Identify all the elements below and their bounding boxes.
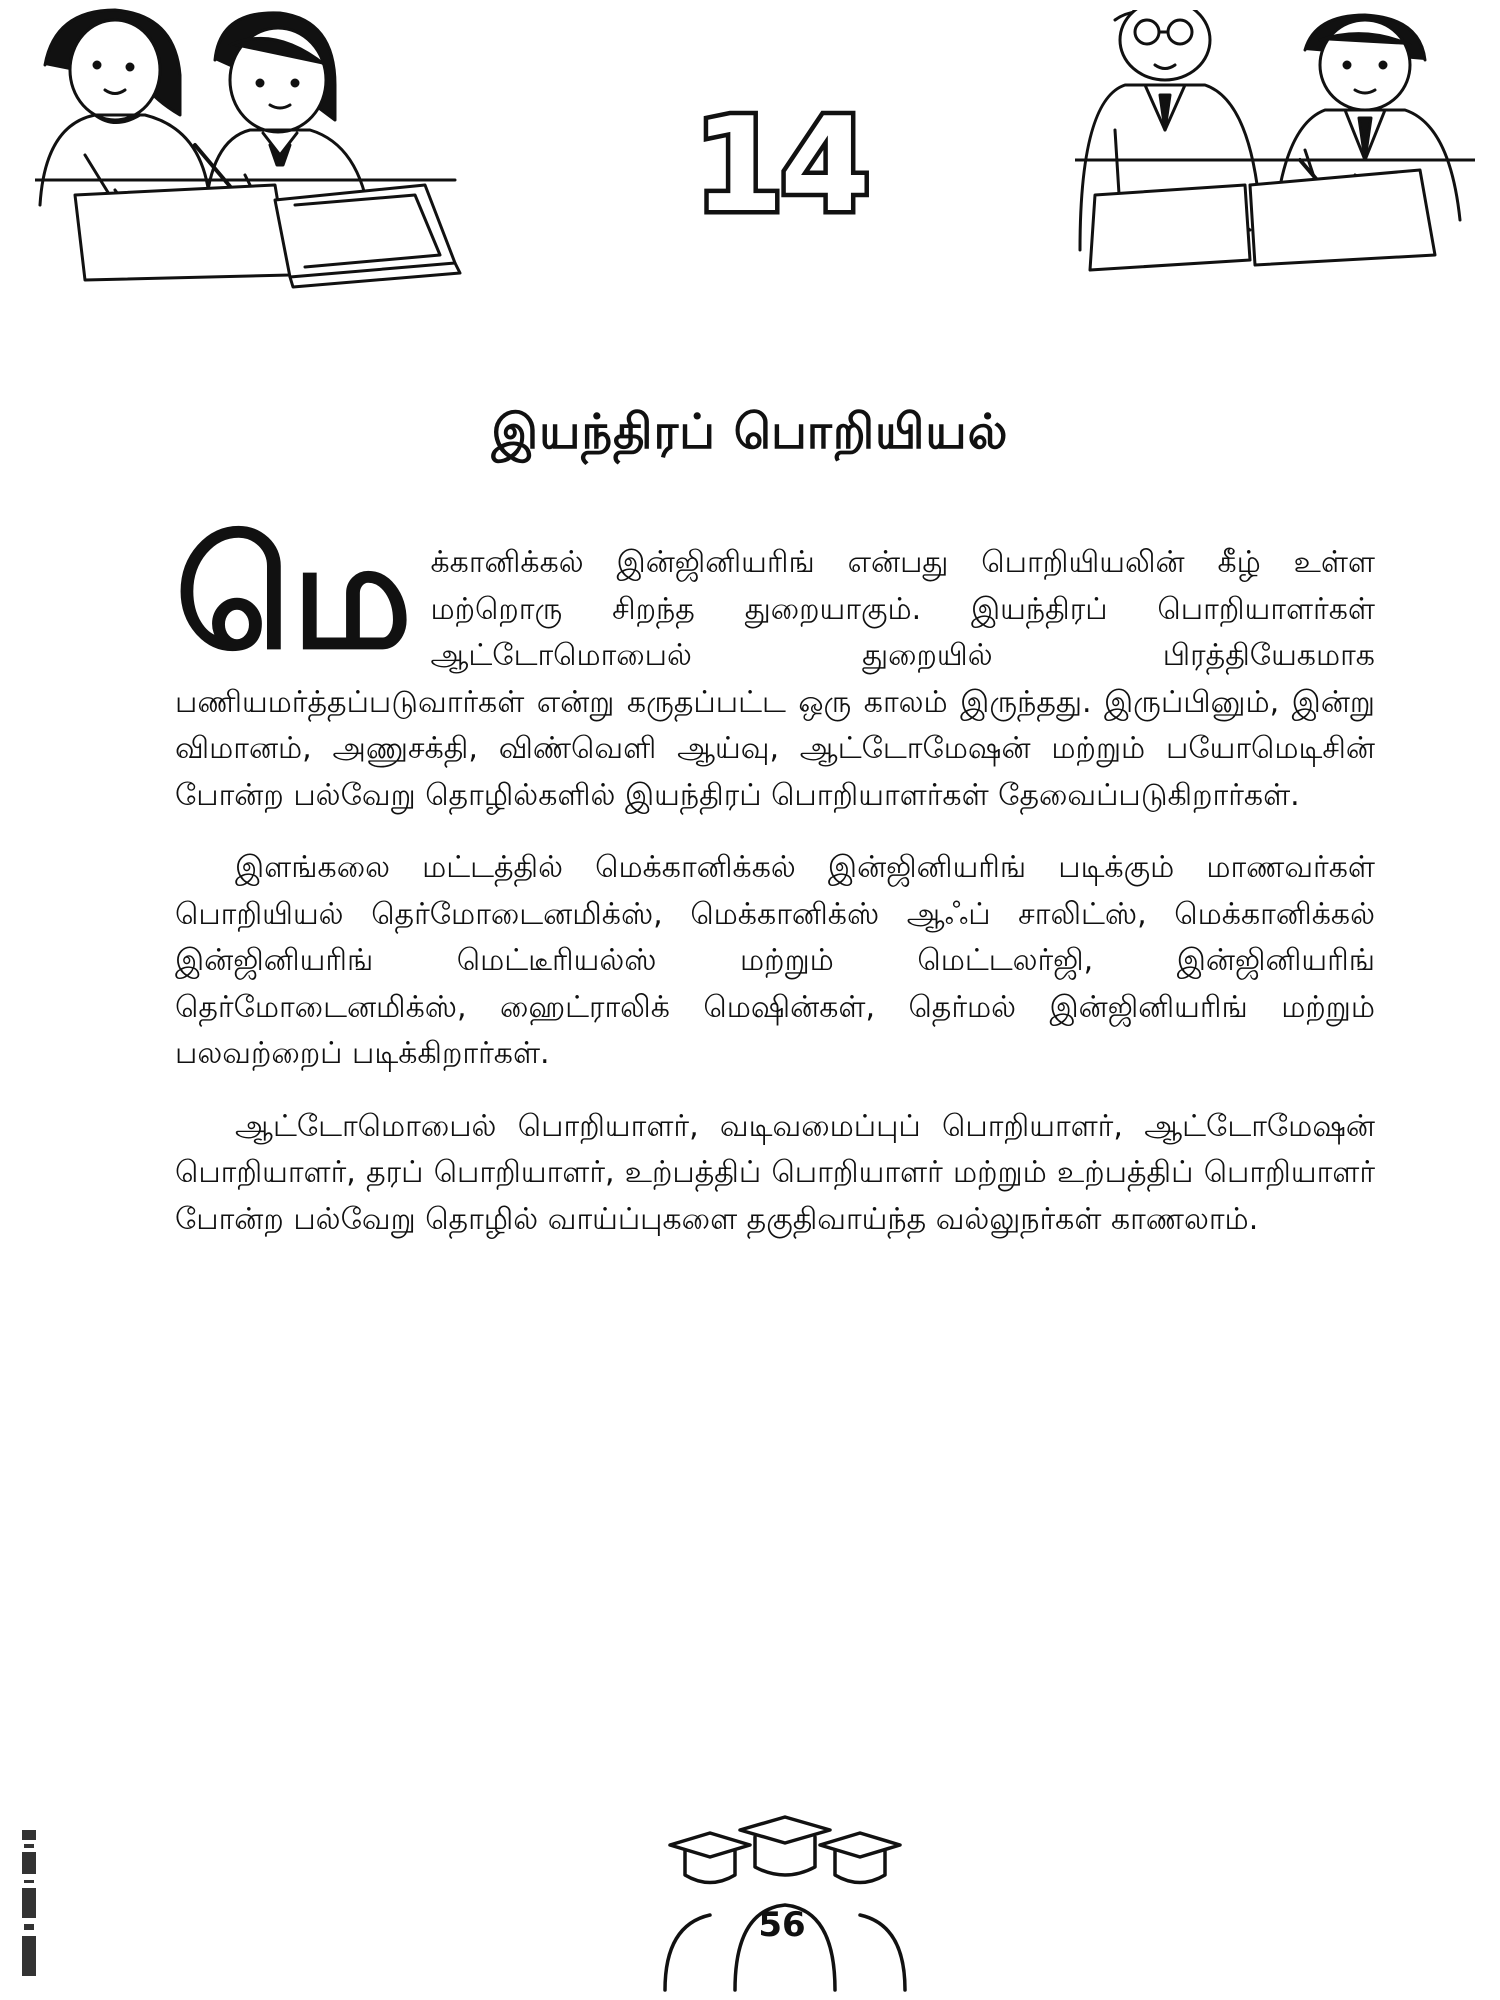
- chapter-title: இயந்திரப் பொறியியல்: [491, 404, 1009, 461]
- students-writing-illustration: [35, 5, 465, 295]
- chapter-number: 14: [693, 100, 867, 230]
- page-number: 56: [758, 1905, 806, 1945]
- drop-cap: மெ: [175, 509, 413, 683]
- chapter-number-badge: [680, 100, 880, 230]
- article-body: [175, 509, 1375, 1269]
- paragraph-curriculum: இளங்கலை மட்டத்தில் மெக்கானிக்கல் இன்ஜினியரிங் படிக்கும் மாணவர்கள் பொறியியல் தெர்மோடைனமிக்ஸ், மெக்கானிக்ஸ் ஆஃப் சாலிட்ஸ், மெக்கானிக்கல் இன்ஜினியரிங் மெட்டீரியல்ஸ் மற்றும் மெட்டலர்ஜி, இன்ஜினியரிங் தெர்மோடைனமிக்ஸ், ஹைட்ராலிக் மெஷின்கள், தெர்மல் இன்ஜினியரிங் மற்றும் பலவற்றைப் படிக்கிறார்கள்.: [175, 850, 1375, 1071]
- scan-edge-mark: [18, 1830, 40, 1980]
- paragraph-intro: [175, 509, 1375, 819]
- paragraph-careers: ஆட்டோமொபைல் பொறியாளர், வடிவமைப்புப் பொறியாளர், ஆட்டோமேஷன் பொறியாளர், தரப் பொறியாளர், உற்பத்திப் பொறியாளர் மற்றும் உற்பத்திப் பொறியாளர் போன்ற பல்வேறு தொழில் வாய்ப்புகளை தகுதிவாய்ந்த வல்லுநர்கள் காணலாம்.: [175, 1108, 1375, 1237]
- paragraph-intro-text: க்கானிக்கல் இன்ஜினியரிங் என்பது பொறியியலின் கீழ் உள்ள மற்றொரு சிறந்த துறையாகும். இயந்திரப் பொறியாளர்கள் ஆட்டோமொபைல் துறையில் பிரத்தியேகமாக பணியமர்த்தப்படுவார்கள் என்று கருதப்பட்ட ஒரு காலம் இருந்தது. இருப்பினும், இன்று விமானம், அணுசக்தி, விண்வெளி ஆய்வு, ஆட்டோமேஷன் மற்றும் பயோமெடிசின் போன்ற பல்வேறு தொழில்களில் இயந்திரப் பொறியாளர்கள் தேவைப்படுகிறார்கள்.: [175, 545, 1375, 813]
- professionals-writing-illustration: [1075, 10, 1475, 280]
